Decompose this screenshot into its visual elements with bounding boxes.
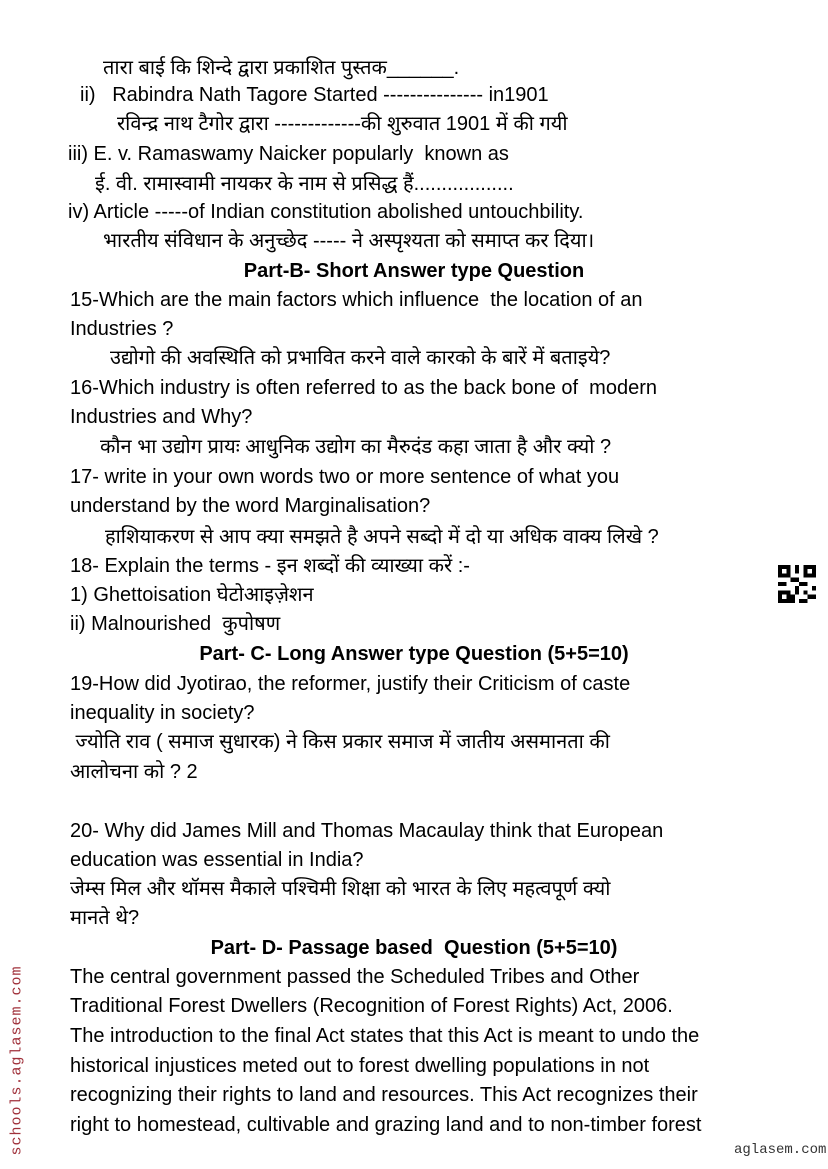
question-text: 16-Which industry is often referred to as the back bone of modern [70, 377, 657, 399]
text-line: iv) Article -----of Indian constitution abolished untouchbility. [68, 201, 584, 223]
question-text: education was essential in India? [70, 849, 364, 871]
question-text: जेम्स मिल और थॉमस मैकाले पश्चिमी शिक्षा को भारत के लिए महत्वपूर्ण क्यो [70, 878, 611, 900]
question-text: ज्योति राव ( समाज सुधारक) ने किस प्रकार समाज में जातीय असमानता की [70, 731, 610, 753]
question-text: 19-How did Jyotirao, the reformer, justify their Criticism of caste [70, 673, 631, 695]
text-line: तारा बाई कि शिन्दे द्वारा प्रकाशित पुस्तक______. [103, 57, 460, 79]
passage-line: The central government passed the Scheduled Tribes and Other [70, 966, 640, 988]
question-text: आलोचना को ? 2 [70, 761, 198, 783]
question-text: Industries ? [70, 318, 174, 340]
passage-line: historical injustices meted out to forest dwelling populations in not [70, 1055, 650, 1077]
question-text: 17- write in your own words two or more sentence of what you [70, 466, 620, 488]
question-text: 15-Which are the main factors which influence the location of an [70, 289, 643, 311]
qr-code-icon [778, 565, 816, 603]
question-text: मानते थे? [70, 907, 140, 929]
question-text: understand by the word Marginalisation? [70, 495, 431, 517]
question-text: ii) Malnourished कुपोषण [70, 613, 281, 635]
bottom-watermark: aglasem.com [734, 1142, 827, 1158]
question-text: कौन भा उद्योग प्रायः आधुनिक उद्योग का मैरुदंड कहा जाता है और क्यो ? [100, 436, 612, 458]
passage-line: The introduction to the final Act states that this Act is meant to undo the [70, 1025, 700, 1047]
question-text: inequality in society? [70, 702, 255, 724]
question-text: उद्योगो की अवस्थिति को प्रभावित करने वाले कारको के बारें में बताइये? [110, 347, 611, 369]
text-line: भारतीय संविधान के अनुच्छेद ----- ने अस्पृश्यता को समाप्त कर दिया। [103, 230, 595, 252]
side-watermark: schools.aglasem.com [8, 965, 26, 1156]
section-heading: Part- D- Passage based Question (5+5=10) [210, 937, 618, 959]
question-text: 1) Ghettoisation घेटोआइज़ेशन [70, 584, 314, 606]
text-line: रविन्द्र नाथ टैगोर द्वारा -------------की शुरुवात 1901 में की गयी [117, 113, 568, 135]
section-heading: Part- C- Long Answer type Question (5+5=10) [199, 643, 629, 665]
passage-line: recognizing their rights to land and resources. This Act recognizes their [70, 1084, 698, 1106]
question-text: 18- Explain the terms - इन शब्दों की व्याख्या करें :- [70, 555, 470, 577]
text-line: ii) Rabindra Nath Tagore Started --------------- in1901 [80, 84, 549, 106]
question-text: हाशियाकरण से आप क्या समझते है अपने सब्दो में दो या अधिक वाक्य लिखे ? [105, 526, 659, 548]
text-line: iii) E. v. Ramaswamy Naicker popularly known as [68, 143, 509, 165]
question-text: 20- Why did James Mill and Thomas Macaulay think that European [70, 820, 664, 842]
passage-line: right to homestead, cultivable and grazing land and to non-timber forest [70, 1114, 702, 1136]
question-text: Industries and Why? [70, 406, 253, 428]
section-heading: Part-B- Short Answer type Question [243, 260, 585, 282]
text-line: ई. वी. रामास्वामी नायकर के नाम से प्रसिद्ध हैं.................. [95, 173, 514, 195]
passage-line: Traditional Forest Dwellers (Recognition of Forest Rights) Act, 2006. [70, 995, 673, 1017]
